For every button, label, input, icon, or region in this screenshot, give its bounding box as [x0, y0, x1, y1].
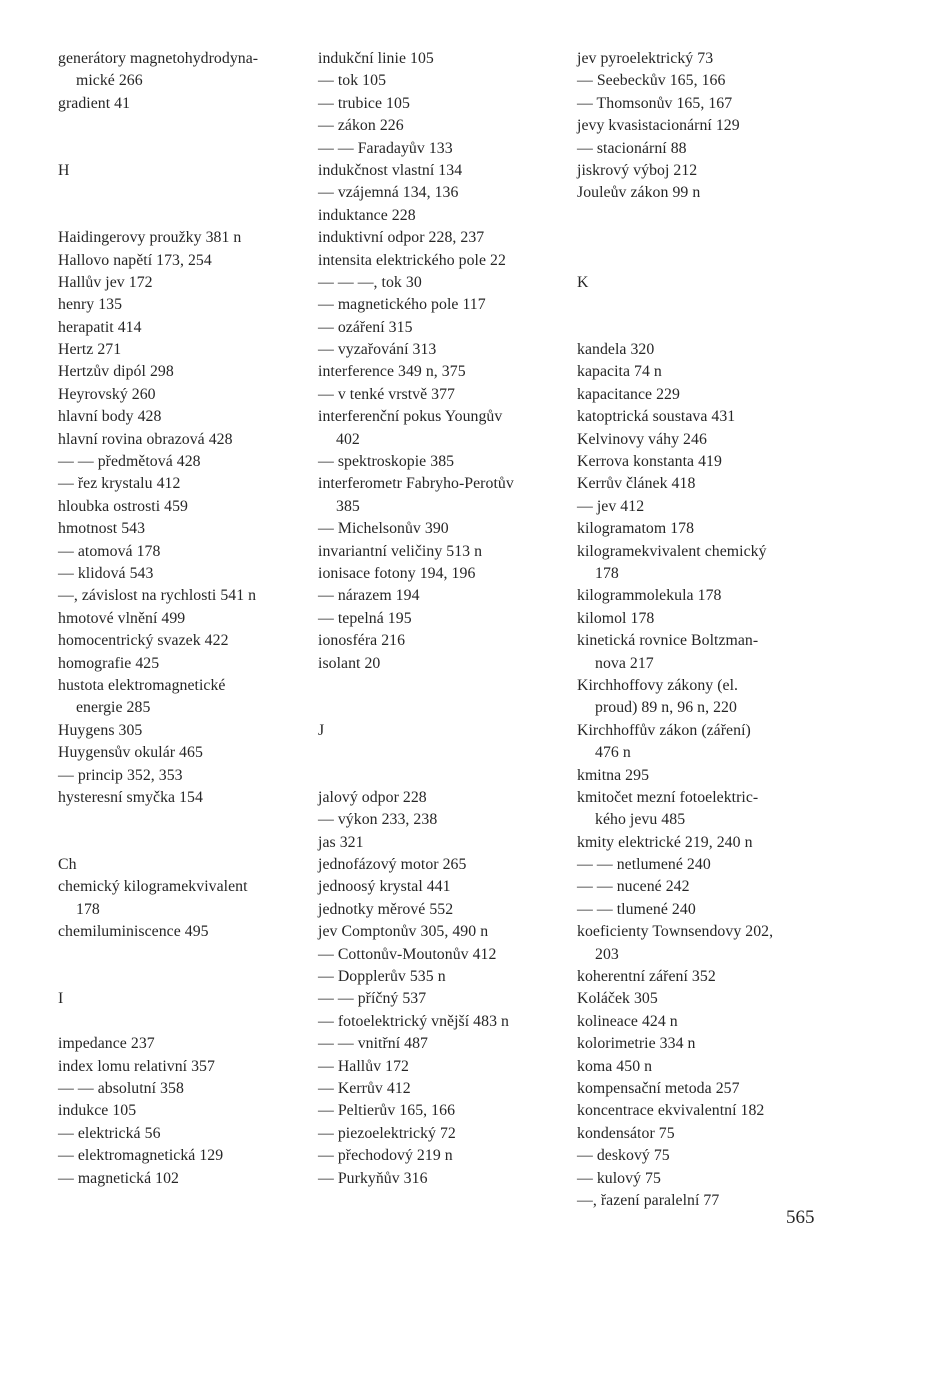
index-entry: ionisace fotony 194, 196	[318, 564, 476, 582]
index-entry: — princip 352, 353	[58, 766, 183, 784]
index-entry: jednotky měrové 552	[318, 900, 454, 918]
index-entry: 203	[595, 945, 619, 963]
index-entry: indukční linie 105	[318, 50, 434, 67]
page-number: 565	[786, 1207, 815, 1228]
index-entry: — Cottonův-Moutonův 412	[318, 945, 497, 963]
index-entry: indukce 105	[58, 1102, 137, 1120]
index-entry: Heyrovský 260	[58, 385, 156, 403]
index-entry: 402	[336, 430, 360, 448]
index-entry: hlavní body 428	[58, 408, 162, 426]
blank-line	[577, 205, 829, 227]
blank-line	[318, 765, 570, 787]
index-entry: 476 n	[595, 744, 631, 762]
index-entry: — výkon 233, 238	[318, 811, 438, 829]
blank-line	[58, 944, 308, 966]
blank-line	[58, 205, 308, 227]
index-entry: — zákon 226	[318, 117, 404, 135]
index-entry: koeficienty Townsendovy 202,	[577, 923, 774, 941]
index-entry: — Purkyňův 316	[318, 1169, 428, 1187]
index-entry: homocentrický svazek 422	[58, 632, 229, 650]
index-entry: ionosféra 216	[318, 632, 406, 650]
index-entry: Ch	[58, 856, 77, 874]
index-entry: Kelvinovy váhy 246	[577, 430, 707, 448]
index-entry: isolant 20	[318, 654, 381, 672]
index-entry: — — nucené 242	[577, 878, 690, 896]
index-entry: — elektrická 56	[58, 1124, 161, 1142]
index-entry: kého jevu 485	[595, 811, 686, 829]
index-entry: 178	[76, 900, 100, 918]
index-entry: koma 450 n	[577, 1057, 653, 1075]
index-entry: kilomol 178	[577, 609, 655, 627]
blank-line	[58, 138, 308, 160]
index-entry: Koláček 305	[577, 990, 658, 1008]
index-entry: — Hallův 172	[318, 1057, 409, 1075]
index-entry: 385	[336, 497, 360, 515]
index-entry: — trubice 105	[318, 94, 410, 112]
index-entry: Kirchhoffův zákon (záření)	[577, 721, 751, 739]
index-entry: — jev 412	[577, 497, 645, 515]
index-entry: — spektroskopie 385	[318, 453, 455, 471]
index-entry: I	[58, 990, 64, 1008]
index-entry: kolineace 424 n	[577, 1012, 678, 1030]
index-entry: kolorimetrie 334 n	[577, 1035, 696, 1053]
blank-line	[58, 115, 308, 137]
index-entry: energie 285	[76, 699, 151, 717]
index-entry: kapacita 74 n	[577, 363, 662, 381]
index-entry: — magnetického pole 117	[318, 296, 486, 314]
index-entry: — tepelná 195	[318, 609, 412, 627]
index-entry: Hertzův dipól 298	[58, 363, 174, 381]
index-entry: — přechodový 219 n	[318, 1147, 453, 1165]
index-entry: — — Faradayův 133	[318, 139, 453, 157]
index-entry: — tok 105	[318, 72, 387, 90]
index-entry: hysteresní smyčka 154	[58, 788, 203, 806]
index-entry: — atomová 178	[58, 542, 161, 560]
index-entry: — — —, tok 30	[318, 273, 422, 291]
index-entry: jalový odpor 228	[318, 788, 427, 806]
index-entry: — piezoelektrický 72	[318, 1124, 456, 1142]
index-entry: kinetická rovnice Boltzman-	[577, 632, 759, 650]
index-entry: Huygensův okulár 465	[58, 744, 203, 762]
index-entry: herapatit 414	[58, 318, 142, 336]
index-entry: homografie 425	[58, 654, 160, 672]
index-entry: Huygens 305	[58, 721, 143, 739]
index-column-2	[318, 48, 570, 1190]
blank-line	[58, 832, 308, 854]
index-entry: impedance 237	[58, 1035, 155, 1053]
index-entry: kilogramekvivalent chemický	[577, 542, 767, 560]
index-entry: — Kerrův 412	[318, 1079, 411, 1097]
index-entry: Hallovo napětí 173, 254	[58, 251, 212, 269]
index-entry: — vyzařování 313	[318, 341, 437, 359]
index-entry: kapacitance 229	[577, 385, 680, 403]
index-entry: — vzájemná 134, 136	[318, 184, 459, 202]
index-entry: Kerrova konstanta 419	[577, 453, 722, 471]
index-entry: — klidová 543	[58, 564, 154, 582]
index-entry: koherentní záření 352	[577, 968, 716, 986]
index-entry: gradient 41	[58, 94, 131, 112]
index-entry: hlavní rovina obrazová 428	[58, 430, 233, 448]
index-entry: jevy kvasistacionární 129	[577, 117, 740, 135]
blank-line	[577, 294, 829, 316]
index-entry: kmity elektrické 219, 240 n	[577, 833, 753, 851]
index-entry: — Thomsonův 165, 167	[577, 94, 733, 112]
blank-line	[318, 742, 570, 764]
index-entry: — — předmětová 428	[58, 453, 201, 471]
index-entry: — Dopplerův 535 n	[318, 968, 446, 986]
index-entry: chemiluminiscence 495	[58, 923, 209, 941]
blank-line	[58, 182, 308, 204]
index-entry: generátory magnetohydrodyna-	[58, 50, 259, 67]
index-entry: — stacionární 88	[577, 139, 687, 157]
index-entry: — — vnitřní 487	[318, 1035, 429, 1053]
index-entry: henry 135	[58, 296, 123, 314]
index-entry: jev pyroelektrický 73	[577, 50, 714, 67]
index-entry: — v tenké vrstvě 377	[318, 385, 456, 403]
index-entry: interferometr Fabryho-Perotův	[318, 475, 514, 493]
index-entry: — kulový 75	[577, 1169, 661, 1187]
index-entry: Kirchhoffovy zákony (el.	[577, 676, 739, 694]
index-entry: kondensátor 75	[577, 1124, 675, 1142]
index-entry: — elektromagnetická 129	[58, 1147, 224, 1165]
index-entry: J	[318, 721, 325, 739]
index-entry: — — netlumené 240	[577, 856, 711, 874]
index-entry: indukčnost vlastní 134	[318, 161, 463, 179]
index-entry: hmotové vlnění 499	[58, 609, 186, 627]
blank-line	[318, 675, 570, 697]
index-entry: — — příčný 537	[318, 990, 427, 1008]
blank-line	[58, 1011, 308, 1033]
index-entry: chemický kilogramekvivalent	[58, 878, 248, 896]
index-entry: hmotnost 543	[58, 520, 146, 538]
index-entry: — ozáření 315	[318, 318, 413, 336]
index-entry: interference 349 n, 375	[318, 363, 466, 381]
index-entry: jednoosý krystal 441	[318, 878, 451, 896]
index-entry: — Michelsonův 390	[318, 520, 449, 538]
index-entry: Hallův jev 172	[58, 273, 153, 291]
index-entry: induktance 228	[318, 206, 416, 224]
index-entry: invariantní veličiny 513 n	[318, 542, 483, 560]
index-entry: 178	[595, 564, 619, 582]
index-entry: Hertz 271	[58, 341, 122, 359]
index-entry: jiskrový výboj 212	[577, 161, 698, 179]
index-entry: index lomu relativní 357	[58, 1057, 215, 1075]
index-entry: Jouleův zákon 99 n	[577, 184, 701, 202]
index-entry: mické 266	[76, 72, 143, 90]
index-column-3	[577, 48, 829, 1212]
index-entry: Haidingerovy proužky 381 n	[58, 229, 242, 247]
index-entry: kilogrammolekula 178	[577, 587, 722, 605]
index-entry: — deskový 75	[577, 1147, 670, 1165]
index-entry: —, závislost na rychlosti 541 n	[58, 587, 257, 605]
index-entry: koncentrace ekvivalentní 182	[577, 1102, 765, 1120]
blank-line	[577, 227, 829, 249]
index-entry: kompensační metoda 257	[577, 1079, 740, 1097]
index-entry: — řez krystalu 412	[58, 475, 181, 493]
index-entry: H	[58, 161, 70, 179]
index-entry: proud) 89 n, 96 n, 220	[595, 699, 737, 717]
blank-line	[58, 809, 308, 831]
index-entry: intensita elektrického pole 22	[318, 251, 506, 269]
index-entry: — Seebeckův 165, 166	[577, 72, 726, 90]
index-entry: jas 321	[318, 833, 364, 851]
blank-line	[577, 250, 829, 272]
blank-line	[318, 697, 570, 719]
index-entry: — — absolutní 358	[58, 1079, 184, 1097]
index-entry: kandela 320	[577, 341, 655, 359]
index-entry: kmitna 295	[577, 766, 650, 784]
index-entry: — Peltierův 165, 166	[318, 1102, 456, 1120]
index-entry: — magnetická 102	[58, 1169, 179, 1187]
index-entry: katoptrická soustava 431	[577, 408, 736, 426]
index-entry: — — tlumené 240	[577, 900, 696, 918]
index-entry: induktivní odpor 228, 237	[318, 229, 485, 247]
blank-line	[58, 966, 308, 988]
index-entry: —, řazení paralelní 77	[577, 1191, 720, 1209]
index-entry: kilogramatom 178	[577, 520, 695, 538]
index-entry: — fotoelektrický vnější 483 n	[318, 1012, 509, 1030]
index-entry: K	[577, 273, 589, 291]
index-entry: hustota elektromagnetické	[58, 676, 226, 694]
index-entry: jednofázový motor 265	[318, 856, 467, 874]
index-entry: hloubka ostrosti 459	[58, 497, 189, 515]
index-entry: — nárazem 194	[318, 587, 420, 605]
blank-line	[577, 317, 829, 339]
index-entry: kmitočet mezní fotoelektric-	[577, 788, 759, 806]
index-entry: nova 217	[595, 654, 654, 672]
index-entry: interferenční pokus Youngův	[318, 408, 503, 426]
index-entry: jev Comptonův 305, 490 n	[318, 923, 489, 941]
index-entry: Kerrův článek 418	[577, 475, 696, 493]
index-column-1	[58, 48, 308, 1190]
